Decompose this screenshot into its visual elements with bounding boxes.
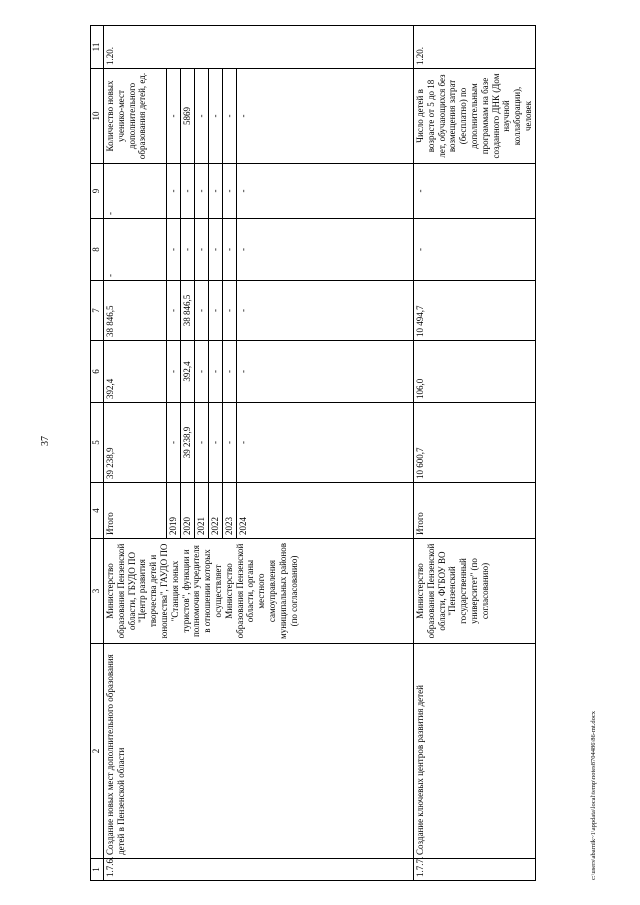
measure-name: Создание ключевых центров развития детей [414,644,536,859]
year: 2023 [223,483,237,539]
year-value: - [209,281,223,341]
file-path-footer: c:\users\abarnik~1\appdata\local\temp\notes8704486\86-mt.docx [590,710,597,880]
year-indicator: 5869 [181,69,195,164]
col-number: 11 [91,26,104,69]
year: 2022 [209,483,223,539]
col-number: 1 [91,859,104,881]
total-value: - [414,164,536,219]
col-number: 2 [91,644,104,859]
year: 2020 [181,483,195,539]
year-value: - [237,219,414,281]
col-number: 6 [91,341,104,403]
executor: Министерство образования Пензенской области, ГБУДО ПО "Центр развития творчества детей и юношества", ГАУДО ПО "Станция юных туристов", функции и полномочия учредителя в отношении которых осуществляет Министерство образования Пензенской области, органы местного самоуправления муниципальных районов (по согласованию) [104,539,414,644]
year-indicator: - [167,69,181,164]
indicator-ref: 1.20. [104,26,414,69]
total-value: - [414,219,536,281]
year-value: - [181,219,195,281]
col-number: 4 [91,483,104,539]
total-value: 10 494,7 [414,281,536,341]
year-value: - [223,281,237,341]
year-value: - [209,403,223,483]
year-value: 392,4 [181,341,195,403]
indicator-ref: 1.20. [414,26,536,69]
table-row-1-7-6-total [104,26,167,881]
total-label: Итого [104,483,167,539]
year-value: - [223,341,237,403]
year-value: - [237,164,414,219]
total-label: Итого [414,483,536,539]
table-row-1-7-7 [414,26,536,881]
col-number: 7 [91,281,104,341]
indicator-name: Число детей в возрасте от 5 до 18 лет, обучающихся без возмещения затрат (бесплатно) по дополнительным программам на базе созданного ДНК (Дом научной коллаборации), человек [414,69,536,164]
year-value: - [195,164,209,219]
year-value: - [181,164,195,219]
year-value: - [195,219,209,281]
col-number: 8 [91,219,104,281]
year-value: - [237,281,414,341]
rotated-table-container [90,26,585,881]
year: 2021 [195,483,209,539]
year-value: - [167,164,181,219]
total-value: 106,0 [414,341,536,403]
year-indicator: - [195,69,209,164]
total-value: 39 238,9 [104,403,167,483]
total-value: 392,4 [104,341,167,403]
year-value: - [237,403,414,483]
year-value: - [223,164,237,219]
year-value: - [209,341,223,403]
measures-table [90,25,536,881]
year-value: - [209,219,223,281]
year: 2024 [237,483,414,539]
year-indicator: - [223,69,237,164]
total-value: 10 600,7 [414,403,536,483]
col-number: 3 [91,539,104,644]
year-value: - [167,219,181,281]
year-indicator: - [237,69,414,164]
row-number: 1.7.6. [104,859,414,881]
year-value: - [195,403,209,483]
indicator-name: Количество новых ученико-мест дополнительного образования детей, ед. [104,69,167,164]
row-number: 1.7.7. [414,859,536,881]
col-number: 10 [91,69,104,164]
measure-name: Создание новых мест дополнительного образования детей в Пензенской области [104,644,414,859]
col-number: 9 [91,164,104,219]
year: 2019 [167,483,181,539]
year-value: - [195,341,209,403]
year-value: 38 846,5 [181,281,195,341]
total-value: - [104,219,167,281]
executor: Министерство образования Пензенской области, ФГБОУ ВО "Пензенский государственный университет" (по согласованию) [414,539,536,644]
col-number: 5 [91,403,104,483]
year-value: - [223,219,237,281]
year-value: - [167,341,181,403]
page-number: 37 [40,436,51,446]
year-value: - [223,403,237,483]
year-indicator: - [209,69,223,164]
year-value: 39 238,9 [181,403,195,483]
year-value: - [195,281,209,341]
total-value: 38 846,5 [104,281,167,341]
column-number-row [91,26,104,881]
year-value: - [167,403,181,483]
year-value: - [237,341,414,403]
year-value: - [209,164,223,219]
total-value: - [104,164,167,219]
year-value: - [167,281,181,341]
